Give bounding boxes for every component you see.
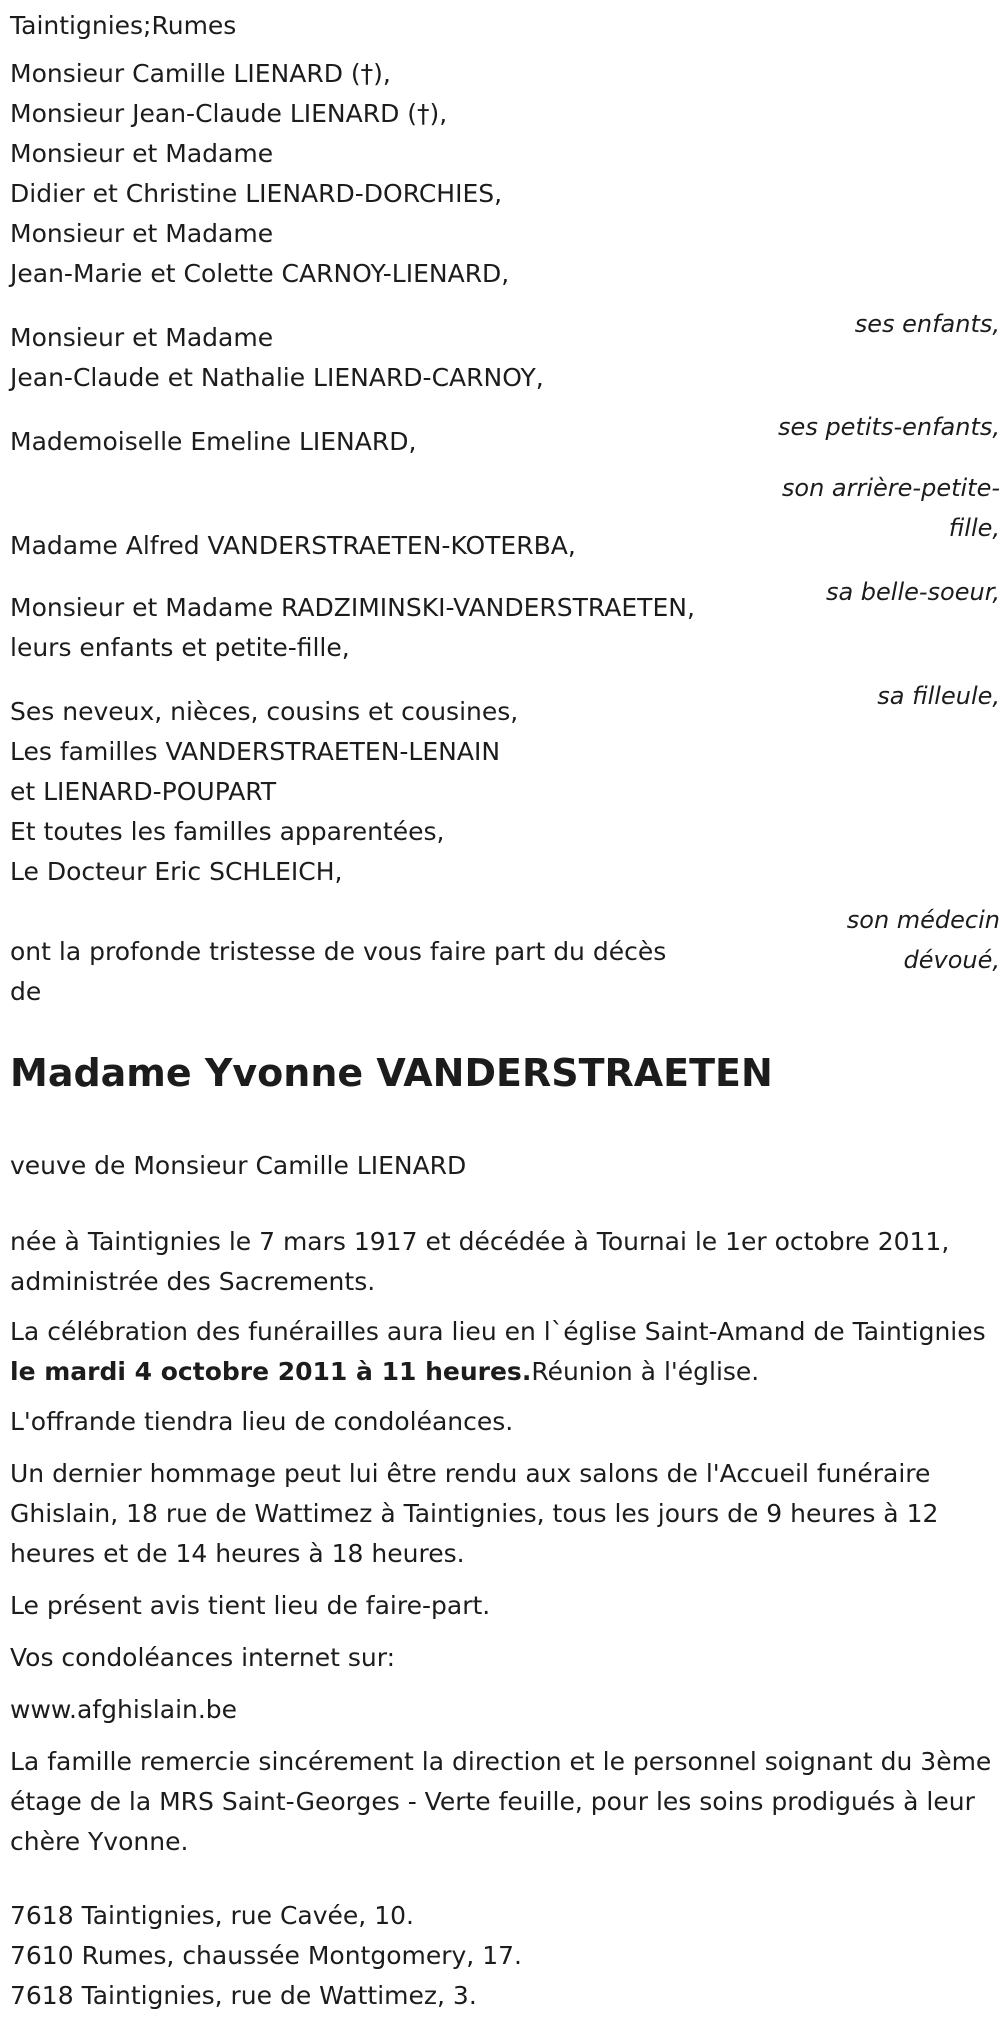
funeral-date: le mardi 4 octobre 2011 à 11 heures. <box>10 1357 532 1386</box>
goddaughter-line: Monsieur et Madame RADZIMINSKI-VANDERSTRAETEN, <box>10 593 695 622</box>
children-line: Didier et Christine LIENARD-DORCHIES, <box>10 179 503 208</box>
condolences-label: Vos condoléances internet sur: <box>10 1643 395 1672</box>
children-line: Monsieur Camille LIENARD (†), <box>10 59 391 88</box>
address-line: 7618 Taintignies, rue de Wattimez, 3. <box>10 1981 477 2010</box>
notice-line: Le présent avis tient lieu de faire-part. <box>10 1591 491 1620</box>
doctor-role: son médecin <box>846 906 1000 934</box>
address-line: 7610 Rumes, chaussée Montgomery, 17. <box>10 1941 522 1970</box>
others-line: Le Docteur Eric SCHLEICH, <box>10 857 343 886</box>
others-line: Les familles VANDERSTRAETEN-LENAIN <box>10 737 501 766</box>
address-line: 7618 Taintignies, rue Cavée, 10. <box>10 1901 414 1930</box>
goddaughter-role: sa filleule, <box>877 682 1000 710</box>
great-grandchild-role: fille, <box>948 514 1000 542</box>
announcement-line: ont la profonde tristesse de vous faire part du décès <box>10 937 667 966</box>
grandchildren-line: Jean-Claude et Nathalie LIENARD-CARNOY, <box>10 363 544 392</box>
doctor-role: dévoué, <box>903 946 1000 974</box>
thanks-paragraph: La famille remercie sincérement la direction et le personnel soignant du 3ème étage de la MRS Saint-Georges - Verte feuille, pour les soins prodigués à leur chère Yvonne. <box>10 1747 992 1856</box>
funeral-text: La célébration des funérailles aura lieu en l`église Saint-Amand de Taintignies <box>10 1317 986 1346</box>
offering-line: L'offrande tiendra lieu de condoléances. <box>10 1407 514 1436</box>
birth-death-paragraph: née à Taintignies le 7 mars 1917 et décédée à Tournai le 1er octobre 2011, administrée des Sacrements. <box>10 1227 950 1296</box>
children-line: Monsieur et Madame <box>10 139 274 168</box>
great-grandchild-role: son arrière-petite- <box>781 474 1000 502</box>
others-line: et LIENARD-POUPART <box>10 777 277 806</box>
announcement-line: de <box>10 977 42 1006</box>
tribute-paragraph: Un dernier hommage peut lui être rendu aux salons de l'Accueil funéraire Ghislain, 18 rue de Wattimez à Taintignies, tous les jours de 9 heures à 12 heures et de 14 heures à 18 heures. <box>10 1459 939 1568</box>
grandchildren-line: Monsieur et Madame <box>10 323 274 352</box>
children-line: Monsieur et Madame <box>10 219 274 248</box>
children-role: ses enfants, <box>854 310 1000 338</box>
deceased-name: Madame Yvonne VANDERSTRAETEN <box>10 1051 773 1095</box>
sister-in-law-line: Madame Alfred VANDERSTRAETEN-KOTERBA, <box>10 531 576 560</box>
widow-of-line: veuve de Monsieur Camille LIENARD <box>10 1151 467 1180</box>
sister-in-law-role: sa belle-soeur, <box>825 578 1000 606</box>
funeral-meeting: Réunion à l'église. <box>531 1357 760 1386</box>
goddaughter-line: leurs enfants et petite-fille, <box>10 633 350 662</box>
funeral-paragraph <box>10 1312 1000 1392</box>
children-line: Jean-Marie et Colette CARNOY-LIENARD, <box>10 259 510 288</box>
others-line: Ses neveux, nièces, cousins et cousines, <box>10 697 519 726</box>
great-grandchild-line: Mademoiselle Emeline LIENARD, <box>10 427 417 456</box>
others-line: Et toutes les familles apparentées, <box>10 817 445 846</box>
location-line: Taintignies;Rumes <box>10 11 237 40</box>
website-link[interactable]: www.afghislain.be <box>10 1695 238 1724</box>
children-line: Monsieur Jean-Claude LIENARD (†), <box>10 99 448 128</box>
grandchildren-role: ses petits-enfants, <box>778 413 1000 441</box>
